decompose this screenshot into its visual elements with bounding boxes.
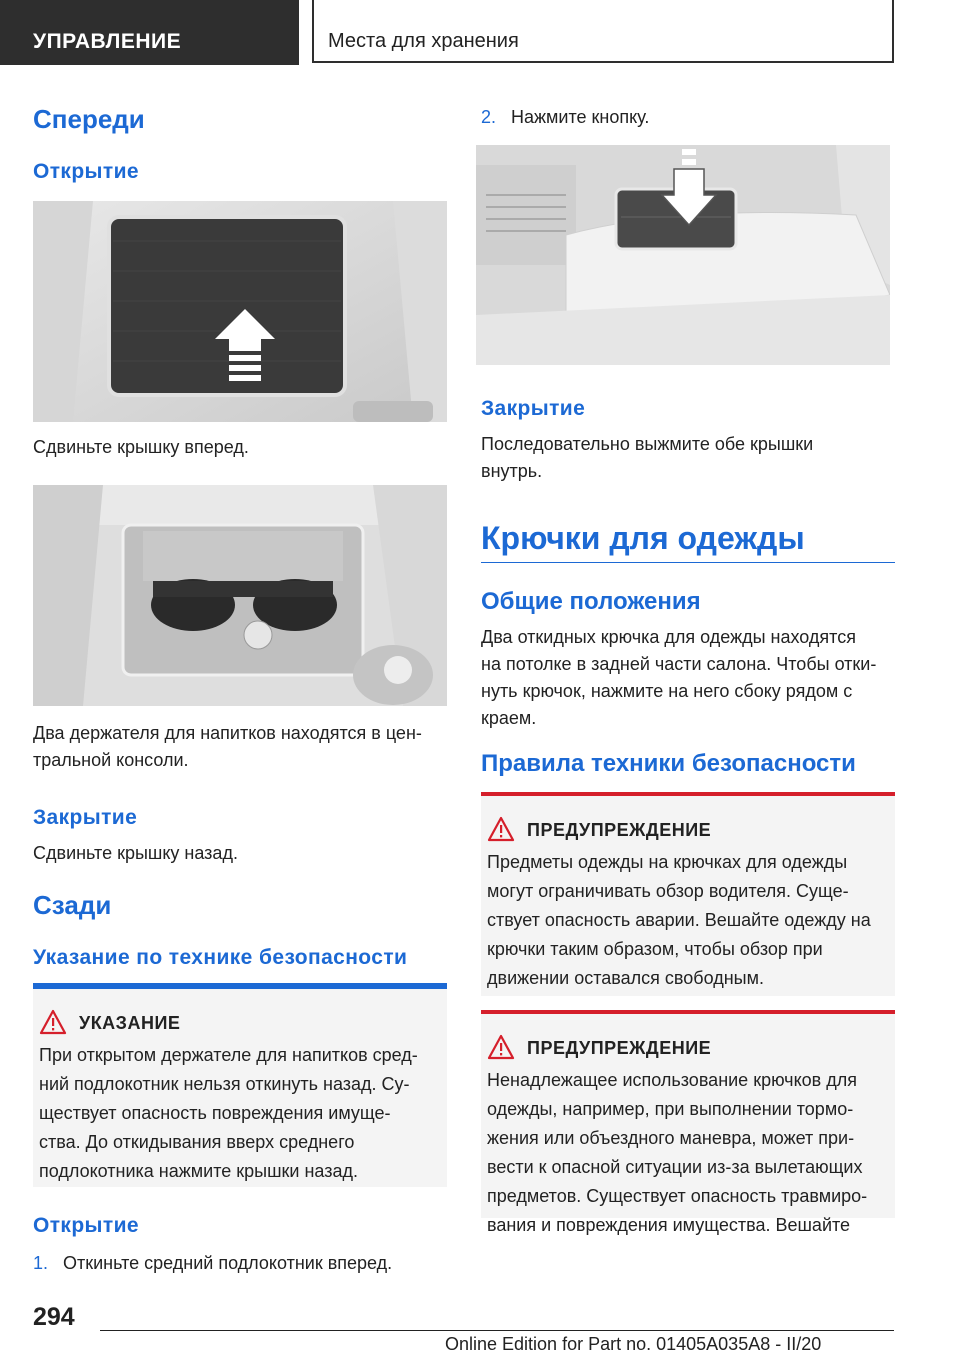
- note-line: подлокотника нажмите крышки назад.: [39, 1161, 358, 1181]
- step-text: Откиньте средний подлокотник вперед.: [63, 1253, 393, 1273]
- warning-body: [487, 1066, 889, 1240]
- heading-opening: Открытие: [33, 160, 139, 183]
- warning-line: предметов. Существует опасность травмиро-: [487, 1186, 868, 1206]
- note-line: ществует опасность повреждения имуще-: [39, 1103, 391, 1123]
- note-line: При открытом держателе для напитков сред-: [39, 1045, 418, 1065]
- caption-cupholders-l1: Два держателя для напитков находятся в цен-: [33, 723, 422, 743]
- warning-bar: [481, 1010, 895, 1014]
- note-line: ний подлокотник нельзя откинуть назад. Су-: [39, 1074, 410, 1094]
- warning-line: Предметы одежды на крючках для одежды: [487, 852, 848, 872]
- warning-line: могут ограничивать обзор водителя. Суще-: [487, 881, 849, 901]
- warning-note-1: [481, 792, 895, 996]
- general-line: нуть крючок, нажмите на него сбоку рядом с: [481, 681, 853, 701]
- heading-safety-note: Указание по технике безопасности: [33, 946, 408, 969]
- warning-triangle-icon: [39, 1009, 67, 1035]
- heading-general: Общие положения: [481, 588, 701, 615]
- warning-line: одежды, например, при выполнении тормо-: [487, 1099, 854, 1119]
- caution-note: [33, 983, 447, 1187]
- heading-closing-rear: Закрытие: [481, 397, 586, 420]
- heading-opening-rear: Открытие: [33, 1214, 139, 1237]
- footer-rule: [100, 1330, 894, 1331]
- section-title: УПРАВЛЕНИЕ: [33, 30, 182, 53]
- heading-closing: Закрытие: [33, 806, 138, 829]
- warning-line: вания и повреждения имущества. Вешайте: [487, 1215, 851, 1235]
- step-text: Нажмите кнопку.: [511, 107, 650, 127]
- warning-bar: [481, 792, 895, 796]
- warning-line: вести к опасной ситуации из-за вылетающих: [487, 1157, 863, 1177]
- general-line: краем.: [481, 708, 537, 728]
- step-number: 2.: [481, 107, 497, 127]
- warning-title: ПРЕДУПРЕЖДЕНИЕ: [527, 820, 712, 840]
- closing-rear-l1: Последовательно выжмите обе крышки: [481, 434, 814, 454]
- step-number: 1.: [33, 1253, 49, 1273]
- chapter-tab: [312, 0, 894, 63]
- warning-triangle-icon: [487, 1034, 515, 1060]
- warning-line: крючки таким образом, чтобы обзор при: [487, 939, 823, 959]
- warning-body: [487, 848, 889, 993]
- cupholders-image: [33, 485, 447, 706]
- general-line: на потолке в задней части салона. Чтобы отки-: [481, 654, 877, 674]
- warning-note-2: [481, 1010, 895, 1235]
- warning-line: движении оставался свободным.: [487, 968, 764, 988]
- note-line: ства. До откидывания вверх среднего: [39, 1132, 355, 1152]
- warning-line: жения или объездного маневра, может при-: [487, 1128, 855, 1148]
- general-text: [481, 624, 876, 732]
- general-line: Два откидных крючка для одежды находятся: [481, 627, 856, 647]
- closing-rear-l2: внутрь.: [481, 461, 543, 481]
- closing-text: Сдвиньте крышку назад.: [33, 843, 238, 863]
- note-title: УКАЗАНИЕ: [79, 1013, 181, 1033]
- caption-slide-forward: Сдвиньте крышку вперед.: [33, 437, 249, 457]
- chapter-title: Места для хранения: [328, 30, 519, 52]
- caption-cupholders-l2: тральной консоли.: [33, 750, 189, 770]
- step-1: [33, 1250, 392, 1277]
- console-lid-image: [33, 201, 447, 422]
- warning-title: ПРЕДУПРЕЖДЕНИЕ: [527, 1038, 712, 1058]
- heading-front: Спереди: [33, 104, 145, 134]
- warning-triangle-icon: [487, 816, 515, 842]
- armrest-button-image: [476, 145, 890, 365]
- heading-clothes-hooks: Крючки для одежды: [481, 520, 805, 556]
- step-2: [481, 104, 649, 131]
- heading-rear: Сзади: [33, 890, 112, 920]
- warning-line: Ненадлежащее использование крючков для: [487, 1070, 857, 1090]
- page-number: 294: [33, 1303, 75, 1331]
- section-rule: [481, 562, 895, 563]
- section-tab: [0, 0, 299, 65]
- note-body: [39, 1041, 441, 1186]
- warning-line: ствует опасность аварии. Вешайте одежду на: [487, 910, 871, 930]
- note-bar: [33, 983, 447, 989]
- heading-safety-rules: Правила техники безопасности: [481, 750, 856, 777]
- edition-text: Online Edition for Part no. 01405A035A8 - II/20: [445, 1334, 822, 1354]
